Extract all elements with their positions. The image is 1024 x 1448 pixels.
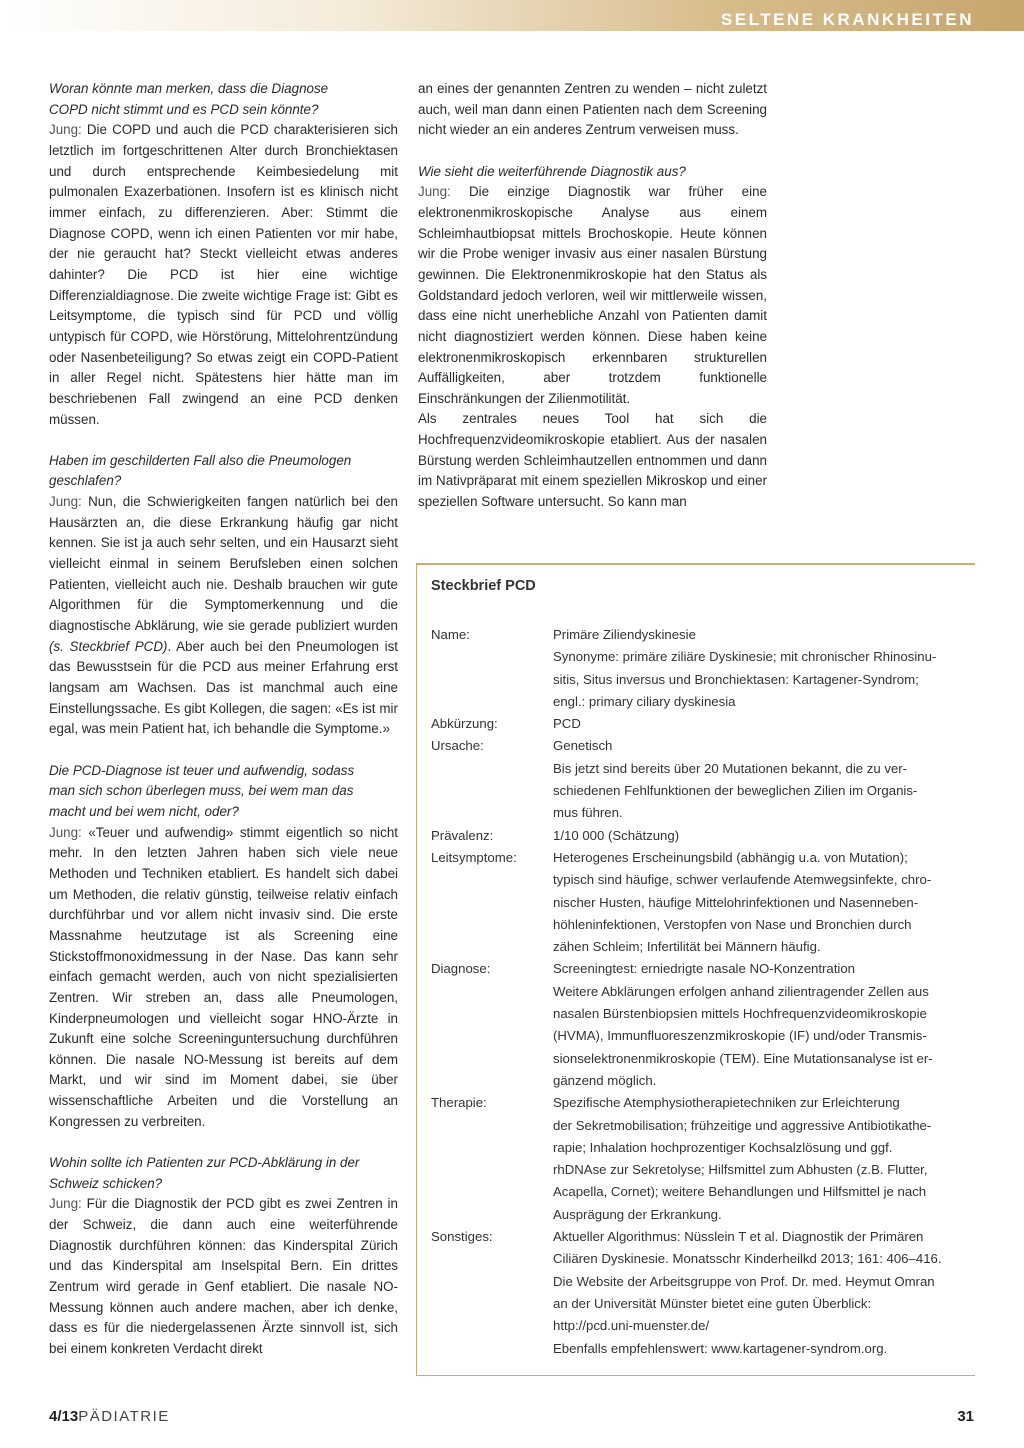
steckbrief-value xyxy=(553,958,961,1092)
steckbrief-value-line: typisch sind häufige, schwer verlaufende Atemwegsinfekte, chro- xyxy=(553,872,932,888)
steckbrief-row xyxy=(431,1092,961,1226)
steckbrief-value-line: Screeningtest: erniedrigte nasale NO-Konzentration xyxy=(553,961,856,977)
steckbrief-value-line: Genetisch xyxy=(553,738,613,754)
page-number: 31 xyxy=(957,1408,974,1425)
question-1: Woran könnte man merken, dass die Diagnose COPD nicht stimmt und es PCD sein könnte? xyxy=(49,81,329,117)
steckbrief-value-line: Bis jetzt sind bereits über 20 Mutationen bekannt, die zu ver- xyxy=(553,760,908,776)
question-4: Wohin sollte ich Patienten zur PCD-Abklärung in der Schweiz schicken? xyxy=(49,1155,360,1191)
answer-5: Jung: Die einzige Diagnostik war früher eine elektronenmikroskopische Analyse aus einem Schleimhautbiopsat mittels Brochoskopie. Heute können wir die Probe weniger invasiv aus einer nasalen Bürstung gewinnen. Die Elektronenmikroskopie hat den Status als Goldstandard jedoch verloren, weil wir mittlerweile wissen, dass eine nicht unerhebliche Anzahl von Patienten damit nicht diagnostiziert werden können. Diese haben keine elektronenmikroskopisch erkennbaren strukturellen Auffälligkeiten, aber trotzdem funktionelle Einschränkungen der Zilienmotilität. xyxy=(418,184,767,406)
steckbrief-value-line: engl.: primary ciliary dyskinesia xyxy=(553,693,736,709)
steckbrief-rows xyxy=(431,624,961,1360)
steckbrief-row xyxy=(431,958,961,1092)
steckbrief-label: Prävalenz: xyxy=(431,827,494,843)
reference-steckbrief: (s. Steckbrief PCD) xyxy=(49,638,168,654)
steckbrief-label: Diagnose: xyxy=(431,961,491,977)
steckbrief-row xyxy=(431,1226,961,1360)
steckbrief-value-line: höhleninfektionen, Verstopfen von Nase und Bronchien durch xyxy=(553,916,912,932)
steckbrief-value-line: rhDNAse zur Sekretolyse; Hilfsmittel zum Abhusten (z.B. Flutter, xyxy=(553,1162,928,1178)
steckbrief-value-line: PCD xyxy=(553,716,581,732)
section-title: SELTENE KRANKHEITEN xyxy=(720,10,974,29)
left-column xyxy=(49,79,398,1360)
steckbrief-value xyxy=(553,847,961,958)
steckbrief-value-line: rapie; Inhalation hochprozentiger Kochsalzlösung und ggf. xyxy=(553,1139,893,1155)
steckbrief-value-line: sitis, Situs inversus und Bronchiektasen: Kartagener-Syndrom; xyxy=(553,671,919,687)
steckbrief-value xyxy=(553,624,961,713)
steckbrief-value-line: sionselektronenmikroskopie (TEM). Eine Mutationsanalyse ist er- xyxy=(553,1050,933,1066)
question-5: Wie sieht die weiterführende Diagnostik aus? xyxy=(418,163,686,179)
steckbrief-label: Therapie: xyxy=(431,1095,487,1111)
steckbrief-value-line: schiedenen Fehlfunktionen der beweglichen Zilien im Organis- xyxy=(553,783,918,799)
steckbrief-value-line: Die Website der Arbeitsgruppe von Prof. Dr. med. Heymut Omran xyxy=(553,1273,935,1289)
steckbrief-label: Abkürzung: xyxy=(431,716,498,732)
answer-5-paragraph-2: Als zentrales neues Tool hat sich die Hochfrequenzvideomikroskopie etabliert. Aus der nasalen Bürstung werden Schleimhautzellen entnommen und dann im Nativpräparat mit einem speziellen Mikroskop und einer speziellen Software untersucht. So kann man xyxy=(418,411,767,510)
steckbrief-value-line: Primäre Ziliendyskinesie xyxy=(553,627,696,642)
steckbrief-value-line: http://pcd.uni-muenster.de/ xyxy=(553,1318,710,1334)
answer-4-continued: an eines der genannten Zentren zu wenden – nicht zuletzt auch, weil man dann einen Patienten nach dem Screening nicht wieder an ein anderes Zentrum verweisen muss. xyxy=(418,81,767,138)
steckbrief-value xyxy=(553,735,961,824)
question-2: Haben im geschilderten Fall also die Pneumologen geschlafen? xyxy=(49,452,352,489)
steckbrief-row xyxy=(431,735,961,824)
answer-2: Jung: Nun, die Schwierigkeiten fangen natürlich bei den Hausärzten an, die diese Erkrankung häufig gar nicht kennen. Sie ist ja auch sehr selten, und ein Hausarzt sieht vielleicht einmal in seinem Berufsleben einen solchen Patienten, vielleicht auch nie. Deshalb brauchen wir gute Algorithmen für die Symptomerkennung und die diagnostische Abklärung, wie sie gerade publiziert wurden (s. Steckbrief PCD). Aber auch bei den Pneumologen ist das Bewusstsein für die PCD aus meiner Erfahrung erst langsam am Wachsen. Das ist manchmal auch eine Einstellungssache. Es gibt Kollegen, die sagen: «Es ist mir egal, was mein Patient hat, ich behandle die Symptome.» xyxy=(49,494,398,737)
steckbrief-label: Name: xyxy=(431,627,470,642)
steckbrief-value-line: Ausprägung der Erkrankung. xyxy=(553,1206,722,1222)
steckbrief-label: Sonstiges: xyxy=(431,1229,493,1245)
steckbrief-label: Ursache: xyxy=(431,738,484,754)
steckbrief-value-line: Aktueller Algorithmus: Nüsslein T et al. Diagnostik der Primären xyxy=(553,1229,924,1245)
journal-brand: PÄDIATRIE xyxy=(78,1408,170,1425)
steckbrief-value-line: Spezifische Atemphysiotherapietechniken zur Erleichterung xyxy=(553,1095,900,1111)
right-column xyxy=(418,79,767,513)
steckbrief-value-line: Weitere Abklärungen erfolgen anhand zilientragender Zellen aus xyxy=(553,983,929,999)
steckbrief-row xyxy=(431,825,961,847)
steckbrief-value-line: zähen Schleim; Infertilität bei Männern häufig. xyxy=(553,939,821,955)
steckbrief-value-line: Acapella, Cornet); weitere Behandlungen und Hilfsmittel je nach xyxy=(553,1184,927,1200)
question-3: Die PCD-Diagnose ist teuer und aufwendig, sodass man sich schon überlegen muss, bei wem man das macht und bei wem nicht, oder? xyxy=(49,762,355,819)
steckbrief-value xyxy=(553,1092,961,1226)
steckbrief-value-line: mus führen. xyxy=(553,805,623,821)
steckbrief-value-line: Synonyme: primäre ziliäre Dyskinesie; mit chronischer Rhinosinu- xyxy=(553,649,937,665)
steckbrief-value-line: Heterogenes Erscheinungsbild (abhängig u.a. von Mutation); xyxy=(553,849,908,865)
steckbrief-row xyxy=(431,847,961,958)
steckbrief-value-line: der Sekretmobilisation; frühzeitige und aggressive Antibiotikathe- xyxy=(553,1117,932,1133)
steckbrief-value-line: an der Universität Münster bietet eine guten Überblick: xyxy=(553,1295,872,1311)
steckbrief-row xyxy=(431,713,961,735)
answer-3: Jung: «Teuer und aufwendig» stimmt eigentlich so nicht mehr. In den letzten Jahren haben sich viele neue Methoden und Techniken etabliert. Es handelt sich dabei um Methoden, die relativ günstig, teilweise relativ einfach durchführbar und vor allem nicht invasiv sind. Die erste Massnahme heutzutage ist als Screening eine Stickstoffmonoxidmessung in der Nase. Das kann sehr einfach gemacht werden, auch von nicht spezialisierten Zentren. Wir streben an, dass alle Pneumologen, Kinderpneumologen und vielleicht sogar HNO-Ärzte in Zukunft eine solche Screeninguntersuchung durchführen können. Die nasale NO-Messung ist bereits auf dem Markt, und wir sind im Moment dabei, sie über wissenschaftliche Arbeiten und die Vorstellung an Kongressen zu verbreiten. xyxy=(49,824,398,1129)
steckbrief-value-line: (HVMA), Immunfluoreszenzmikroskopie (IF) und/oder Transmis- xyxy=(553,1028,927,1044)
answer-4: Jung: Für die Diagnostik der PCD gibt es zwei Zentren in der Schweiz, die dann auch eine weiterführende Diagnostik durchführen können: das Kinderspital Zürich und das Kinderspital am Inselspital Bern. Ein drittes Zentrum wird gerade in Genf etabliert. Die nasale NO-Messung können auch andere machen, aber ich denke, dass es für die niedergelassenen Ärzte sinnvoll ist, sich bei einem konkreten Verdacht direkt xyxy=(49,1196,398,1356)
steckbrief-value-line: Ebenfalls empfehlenswert: www.kartagener-syndrom.org. xyxy=(553,1340,888,1356)
footer-issue: 4/13PÄDIATRIE xyxy=(49,1408,170,1425)
steckbrief-value-line: gänzend möglich. xyxy=(553,1072,657,1088)
steckbrief-value-line: nischer Husten, häufige Mittelohrinfektionen und Nasenneben- xyxy=(553,894,919,910)
steckbrief-title: Steckbrief PCD xyxy=(431,578,536,594)
steckbrief-value-line: 1/10 000 (Schätzung) xyxy=(553,827,680,843)
steckbrief-value xyxy=(553,1226,961,1360)
steckbrief-label: Leitsymptome: xyxy=(431,849,517,865)
steckbrief-row xyxy=(431,624,961,713)
steckbrief-value-line: Ciliären Dyskinesie. Monatsschr Kinderheilkd 2013; 161: 406–416. xyxy=(553,1251,942,1267)
answer-1: Jung: Die COPD und auch die PCD charakterisieren sich letztlich im fortgeschrittenen Alter durch Bronchiektasen und durch entsprechende Keimbesiedelung mit pulmonalen Exazerbationen. Insofern ist es klinisch nicht immer einfach, zu differenzieren. Aber: Stimmt die Diagnose COPD, wenn ich einen Patienten vor mir habe, der nie geraucht hat? Steckt vielleicht etwas anderes dahinter? Die PCD ist hier eine wichtige Differenzialdiagnose. Die zweite wichtige Frage ist: Gibt es Leitsymptome, die typisch sind für PCD und völlig untypisch für COPD, wie Hörstörung, Mittelohrentzündung oder Nasenbeteiligung? So etwas zeigt ein COPD-Patient in aller Regel nicht. Spätestens hier hätte man im beschriebenen Fall zwingend an eine PCD denken müssen. xyxy=(49,122,398,427)
steckbrief-value xyxy=(553,713,961,735)
steckbrief-box xyxy=(416,563,975,1376)
steckbrief-value-line: nasalen Bürstenbiopsien mittels Hochfrequenzvideomikroskopie xyxy=(553,1006,927,1022)
steckbrief-value xyxy=(553,825,961,847)
